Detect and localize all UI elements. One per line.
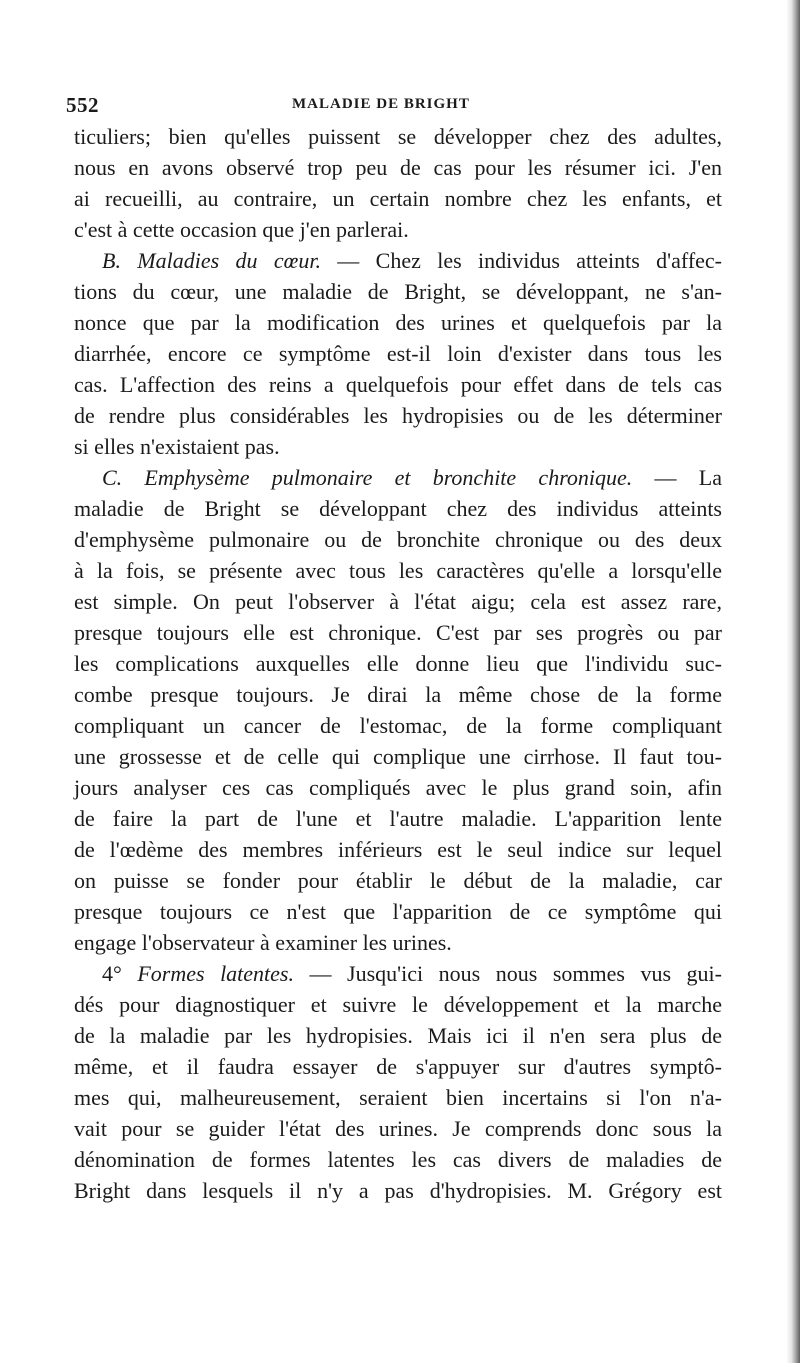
section-heading-line (74, 245, 722, 276)
text-line: mes qui, malheureusement, seraient bien incertains si l'on n'a- (74, 1085, 722, 1110)
text-line: d'emphysème pulmonaire ou de bronchite chronique ou des deux (74, 527, 722, 552)
line-prefix: 4° (102, 961, 138, 986)
section-heading: B. Maladies du cœur. (102, 248, 321, 273)
text-line: de l'œdème des membres inférieurs est le seul indice sur lequel (74, 837, 722, 862)
text-line: combe presque toujours. Je dirai la même chose de la forme (74, 682, 722, 707)
text-line: Bright dans lesquels il n'y a pas d'hydropisies. M. Grégory est (74, 1178, 722, 1203)
text-line: vait pour se guider l'état des urines. Je comprends donc sous la (74, 1116, 722, 1141)
text-line: de la maladie par les hydropisies. Mais ici il n'en sera plus de (74, 1023, 722, 1048)
text-line: à la fois, se présente avec tous les caractères qu'elle a lorsqu'elle (74, 558, 722, 583)
line-rest: — Chez les individus atteints d'affec- (320, 248, 722, 273)
running-title: MALADIE DE BRIGHT (292, 96, 470, 112)
page-header (66, 93, 721, 117)
text-line: compliquant un cancer de l'estomac, de la forme compliquant (74, 713, 722, 738)
body-text (74, 121, 722, 1206)
text-line: ticuliers; bien qu'elles puissent se développer chez des adultes, (74, 124, 722, 149)
section-heading-line (74, 958, 722, 989)
text-line: dés pour diagnostiquer et suivre le développement et la marche (74, 992, 722, 1017)
section-heading-line (74, 462, 722, 493)
text-line: dénomination de formes latentes les cas divers de maladies de (74, 1147, 722, 1172)
text-line: de rendre plus considérables les hydropisies ou de les déterminer (74, 403, 722, 428)
text-line: est simple. On peut l'observer à l'état aigu; cela est assez rare, (74, 589, 722, 614)
page-edge-shadow (786, 0, 800, 1363)
text-line: nous en avons observé trop peu de cas pour les résumer ici. J'en (74, 155, 722, 180)
section-heading: C. Emphysème pulmonaire et bronchite chronique. (102, 465, 633, 490)
text-line: c'est à cette occasion que j'en parlerai. (74, 217, 409, 242)
text-line: nonce que par la modification des urines et quelquefois par la (74, 310, 722, 335)
text-line: ai recueilli, au contraire, un certain nombre chez les enfants, et (74, 186, 722, 211)
text-line: presque toujours ce n'est que l'apparition de ce symptôme qui (74, 899, 722, 924)
text-line: tions du cœur, une maladie de Bright, se développant, ne s'an- (74, 279, 722, 304)
text-line: si elles n'existaient pas. (74, 434, 280, 459)
text-line: engage l'observateur à examiner les urines. (74, 930, 452, 955)
page-number: 552 (66, 93, 99, 117)
text-line: diarrhée, encore ce symptôme est-il loin d'exister dans tous les (74, 341, 722, 366)
text-line: maladie de Bright se développant chez des individus atteints (74, 496, 722, 521)
section-heading: Formes latentes. (137, 961, 294, 986)
text-line: presque toujours elle est chronique. C'est par ses progrès ou par (74, 620, 722, 645)
text-line: cas. L'affection des reins a quelquefois pour effet dans de tels cas (74, 372, 722, 397)
text-line: de faire la part de l'une et l'autre maladie. L'apparition lente (74, 806, 722, 831)
text-line: même, et il faudra essayer de s'appuyer sur d'autres symptô- (74, 1054, 722, 1079)
text-line: les complications auxquelles elle donne lieu que l'individu suc- (74, 651, 722, 676)
text-line: jours analyser ces cas compliqués avec le plus grand soin, afin (74, 775, 722, 800)
line-rest: — Jusqu'ici nous nous sommes vus gui- (294, 961, 722, 986)
text-line: une grossesse et de celle qui complique une cirrhose. Il faut tou- (74, 744, 722, 769)
line-rest: — La (632, 465, 722, 490)
text-line: on puisse se fonder pour établir le début de la maladie, car (74, 868, 722, 893)
